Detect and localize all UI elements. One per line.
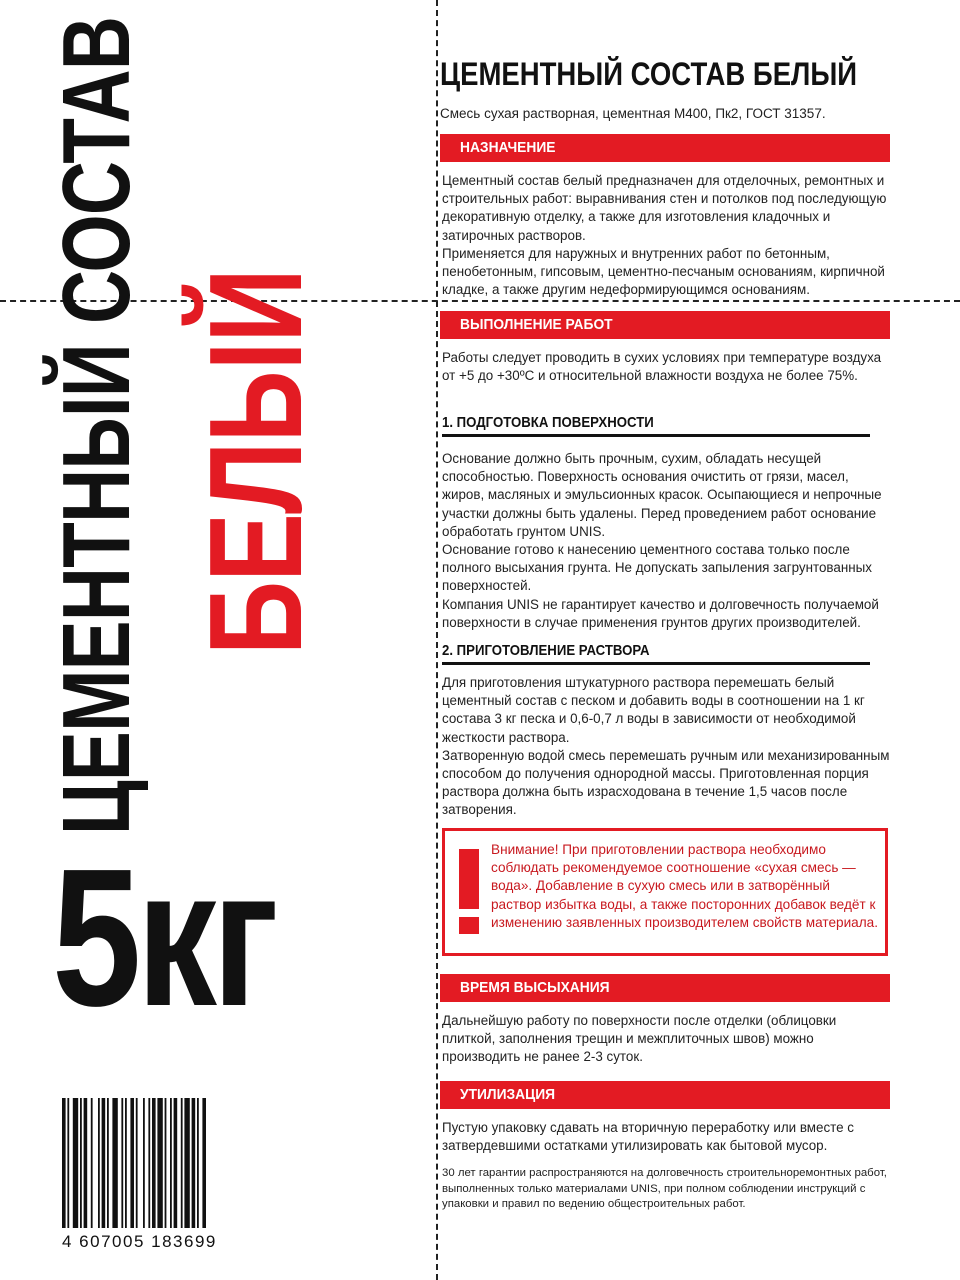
vertical-title-red: БЕЛЫЙ: [182, 269, 329, 655]
warning-text: Внимание! При приготовлении раствора необходимо соблюдать рекомендуемое соотношение «сухая смесь — вода». Добавление в сухую смесь или в затворённый раствор избытка воды, а также посторонних добавок ведёт к изменению заявленных производителем свойств материала.: [491, 842, 879, 930]
product-title: ЦЕМЕНТНЫЙ СОСТАВ БЕЛЫЙ: [440, 56, 858, 92]
exclamation-icon: [459, 849, 479, 934]
paragraph: Для приготовления штукатурного раствора перемешать белый цементный состав с песком и добавить воды в соотношении на 1 кг состава 3 кг песка и 0,6-0,7 л воды в зависимости от необходимой жесткости раствора.: [442, 675, 865, 745]
paragraph: Основание готово к нанесению цементного состава только после полного высыхания грунта. Не допускать запыления загрунтованных поверхностей.: [442, 542, 872, 594]
paragraph: Пустую упаковку сдавать на вторичную переработку или вместе с затвердевшими остатками утилизировать как бытовой мусор.: [442, 1120, 854, 1154]
section-disposal-heading: УТИЛИЗАЦИЯ: [440, 1081, 890, 1109]
paragraph: Затворенную водой смесь перемешать ручным или механизированным способом до получения однородной массы. Приготовленная порция раствора должна быть израсходована в течение 1,5 часов после затворения.: [442, 747, 890, 818]
paragraph: Основание должно быть прочным, сухим, обладать несущей способностью. Поверхность основания очистить от грязи, масел, жиров, масляных и эмульсионных красок. Осыпающиеся и непрочные участки должны быть удалены. Перед проведением работ основание обработать грунтом UNIS.: [442, 451, 882, 539]
subsection-prep-heading: 1. ПОДГОТОВКА ПОВЕРХНОСТИ: [442, 414, 870, 437]
subsection-prep-text: [442, 450, 890, 632]
section-work-text: [442, 349, 890, 385]
guarantee-note: 30 лет гарантии распространяются на долговечность строительноремонтных работ, выполненных только материалами UNIS, при полном соблюдении инструкций с упаковки и правил по ведению общестроительных работ.: [442, 1167, 887, 1210]
fold-line-vertical: [436, 0, 438, 1280]
subsection-mix-heading: 2. ПРИГОТОВЛЕНИЕ РАСТВОРА: [442, 642, 870, 665]
barcode: [62, 1098, 258, 1228]
paragraph: Применяется для наружных и внутренних работ по бетонным, пенобетонным, гипсовым, цементно-песчаным основаниям, кирпичной кладке, а также другим недеформирующимся основаниям.: [442, 245, 885, 298]
warning-box: [442, 828, 888, 956]
section-purpose-text: [442, 172, 890, 299]
net-weight: 5кг: [52, 828, 275, 1047]
subsection-mix-text: [442, 674, 890, 820]
paragraph: Компания UNIS не гарантирует качество и долговечность получаемой поверхности в случае применения грунтов других производителей.: [442, 596, 879, 630]
product-subtitle: Смесь сухая растворная, цементная М400, Пк2, ГОСТ 31357.: [440, 106, 826, 121]
section-disposal-text: [442, 1119, 890, 1155]
paragraph: Работы следует проводить в сухих условиях при температуре воздуха от +5 до +30ºС и относительной влажности воздуха не более 75%.: [442, 350, 882, 384]
section-work-heading: ВЫПОЛНЕНИЕ РАБОТ: [440, 311, 890, 339]
paragraph: Цементный состав белый предназначен для отделочных, ремонтных и строительных работ: выравнивания стен и потолков под последующую декоративную отделку, а также для изготовления кладочных и затирочных растворов.: [442, 173, 887, 243]
paragraph: Дальнейшую работу по поверхности после отделки (облицовки плиткой, заполнения трещин и межплиточных швов) можно производить не ранее 2-3 суток.: [442, 1013, 837, 1065]
section-drying-text: [442, 1012, 890, 1067]
section-purpose-heading: НАЗНАЧЕНИЕ: [440, 134, 890, 162]
barcode-digits: 4 607005 183699: [62, 1232, 217, 1251]
section-drying-heading: ВРЕМЯ ВЫСЫХАНИЯ: [440, 974, 890, 1002]
vertical-title-black: ЦЕМЕНТНЫЙ СОСТАВ: [43, 16, 150, 836]
